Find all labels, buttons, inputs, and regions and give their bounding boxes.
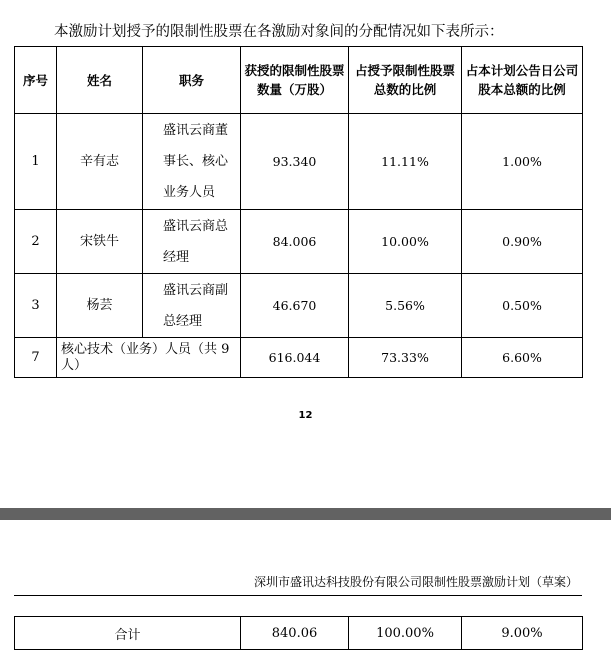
total-label: 合计 [15, 617, 241, 650]
col-header-name: 姓名 [57, 47, 143, 114]
table-row [15, 338, 583, 378]
cell-role: 盛讯云商总经理 [143, 210, 241, 274]
table-row [15, 114, 583, 210]
page-break-divider [0, 508, 611, 520]
cell-pct-capital: 0.50% [462, 274, 583, 338]
col-header-no: 序号 [15, 47, 57, 114]
cell-role: 盛讯云商副总经理 [143, 274, 241, 338]
allocation-table [14, 46, 583, 378]
cell-pct-grant: 73.33% [349, 338, 462, 378]
cell-pct-capital: 1.00% [462, 114, 583, 210]
col-header-role: 职务 [143, 47, 241, 114]
intro-text: 本激励计划授予的限制性股票在各激励对象间的分配情况如下表所示： [54, 24, 504, 40]
cell-pct-grant: 10.00% [349, 210, 462, 274]
total-pct-grant: 100.00% [349, 617, 462, 650]
col-header-pct-capital: 占本计划公告日公司股本总额的比例 [462, 47, 583, 114]
cell-no: 3 [15, 274, 57, 338]
table-row [15, 210, 583, 274]
col-header-pct-grant: 占授予限制性股票总数的比例 [349, 47, 462, 114]
cell-name: 杨芸 [57, 274, 143, 338]
cell-name: 核心技术（业务）人员（共 9 人） [57, 338, 241, 378]
cell-shares: 93.340 [241, 114, 349, 210]
cell-name: 宋铁牛 [57, 210, 143, 274]
total-pct-capital: 9.00% [462, 617, 583, 650]
cell-no: 7 [15, 338, 57, 378]
cell-pct-grant: 11.11% [349, 114, 462, 210]
page-number: 12 [298, 410, 313, 421]
cell-shares: 616.044 [241, 338, 349, 378]
cell-pct-capital: 6.60% [462, 338, 583, 378]
cell-pct-capital: 0.90% [462, 210, 583, 274]
cell-no: 1 [15, 114, 57, 210]
total-row [15, 617, 583, 650]
table-header-row [15, 47, 583, 114]
cell-no: 2 [15, 210, 57, 274]
cell-role: 盛讯云商董事长、核心业务人员 [143, 114, 241, 210]
header-rule [14, 595, 582, 596]
cell-shares: 84.006 [241, 210, 349, 274]
total-table [14, 616, 583, 650]
col-header-shares: 获授的限制性股票数量（万股） [241, 47, 349, 114]
cell-shares: 46.670 [241, 274, 349, 338]
total-shares: 840.06 [241, 617, 349, 650]
table-row [15, 274, 583, 338]
cell-name: 辛有志 [57, 114, 143, 210]
document-header: 深圳市盛讯达科技股份有限公司限制性股票激励计划（草案） [253, 575, 578, 589]
cell-pct-grant: 5.56% [349, 274, 462, 338]
